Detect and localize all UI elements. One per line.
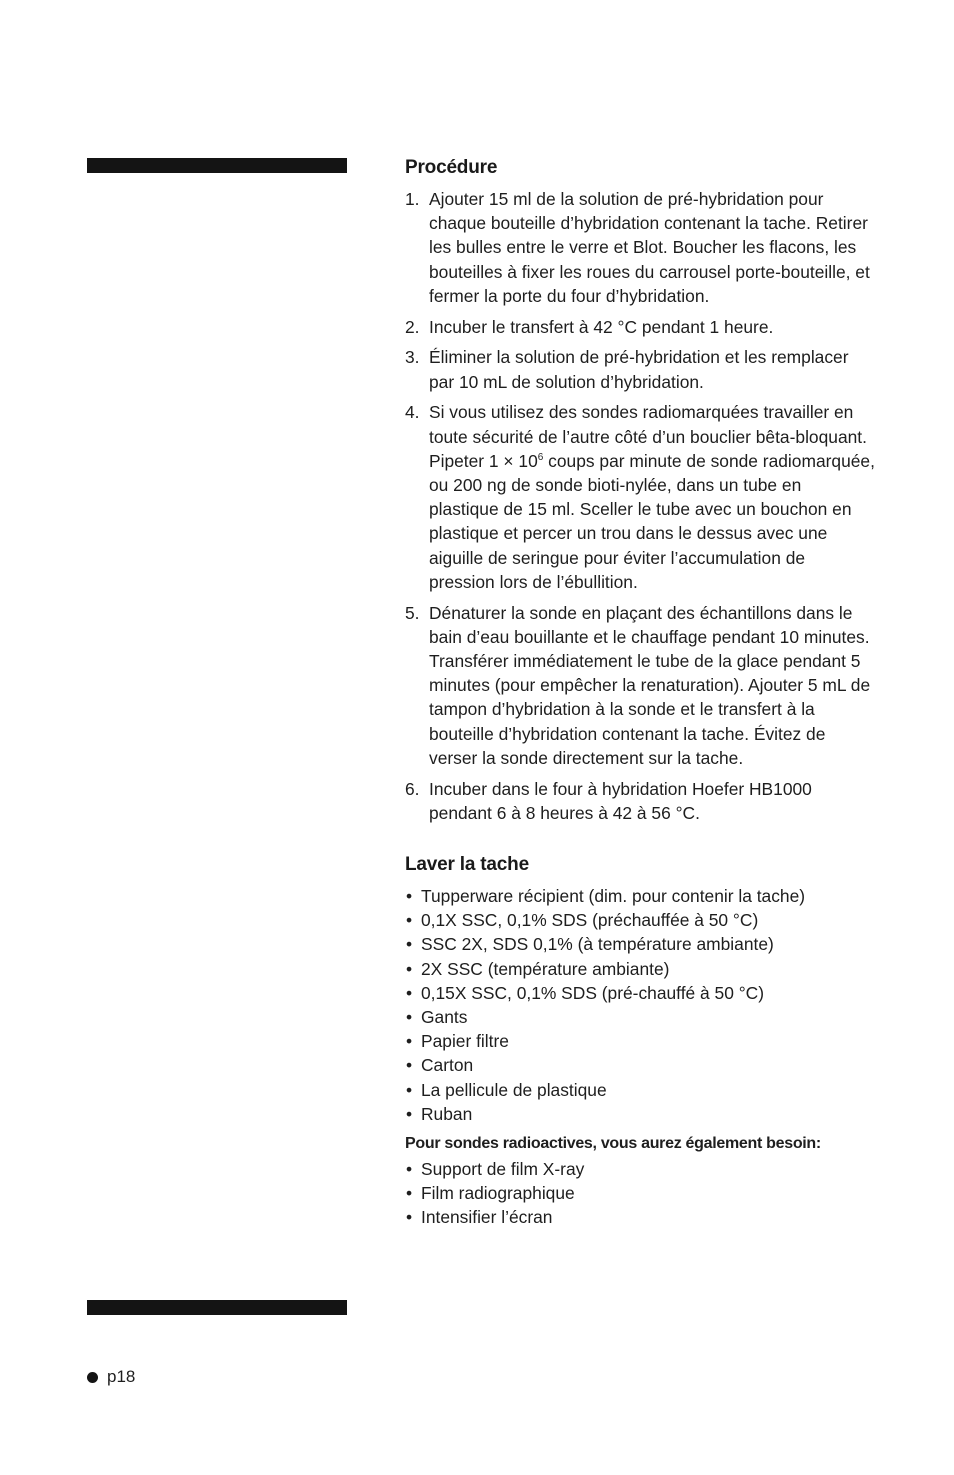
step-text: Éliminer la solution de pré-hybridation et les remplacer par 10 mL de solution d’hybridation. [429, 347, 849, 392]
procedure-steps [405, 187, 875, 825]
list-item: • Gants [405, 1005, 875, 1029]
procedure-step [405, 601, 875, 770]
step-text-start: Si vous utilisez des sondes radiomarquées travailler en toute sécurité de l’autre côté d’un bouclier bêta-bloquant. Pipeter 1 × 10 [429, 402, 867, 471]
procedure-heading: Procédure [405, 157, 498, 178]
step-number: 2. [405, 316, 420, 337]
procedure-step [405, 345, 875, 393]
superscript-exponent: 6 [537, 451, 544, 463]
bullet-dot-icon [87, 1372, 98, 1383]
list-item: • 0,15X SSC, 0,1% SDS (pré-chauffé à 50 °C) [405, 981, 875, 1005]
wash-materials-list [405, 884, 875, 1126]
step-text-end: coups par minute de sonde radiomarquée, ou 200 ng de sonde bioti-nylée, dans un tube en plastique de 15 ml. Sceller le tube avec un bouchon en plastique et percer un trou dans le dessus avec une aiguille de seringue pour éviter l’accumulation de pression lors de l’ébullition. [429, 450, 875, 592]
list-item: • Film radiographique [405, 1181, 875, 1205]
list-item: • Tupperware récipient (dim. pour contenir la tache) [405, 884, 875, 908]
list-item: • SSC 2X, SDS 0,1% (à température ambiante) [405, 932, 875, 956]
list-item: • Carton [405, 1053, 875, 1077]
wash-heading: Laver la tache [405, 854, 529, 876]
list-item: • La pellicule de plastique [405, 1078, 875, 1102]
section-rule-bottom [87, 1300, 347, 1315]
step-number: 3. [405, 347, 420, 368]
page-footer [87, 1366, 135, 1388]
procedure-step [405, 315, 875, 339]
step-text: Incuber le transfert à 42 °C pendant 1 heure. [429, 316, 774, 337]
step-text: Ajouter 15 ml de la solution de pré-hybridation pour chaque bouteille d’hybridation contenant la tache. Retirer les bulles entre le verre et Blot. Boucher les flacons, les bouteilles à fixer les roues du carrousel porte-bouteille, et fermer la porte du four d’hybridation. [429, 189, 870, 306]
list-item: • Support de film X-ray [405, 1157, 875, 1181]
step-number: 6. [405, 778, 420, 799]
list-item: • 0,1X SSC, 0,1% SDS (préchauffée à 50 °C) [405, 908, 875, 932]
step-number: 5. [405, 602, 420, 623]
main-content [405, 155, 875, 1230]
radioactive-materials-list [405, 1157, 875, 1230]
step-number: 1. [405, 189, 420, 209]
list-item: • 2X SSC (température ambiante) [405, 957, 875, 981]
list-item: • Ruban [405, 1102, 875, 1126]
step-text: Dénaturer la sonde en plaçant des échantillons dans le bain d’eau bouillante et le chauffage pendant 10 minutes. Transférer immédiatement le tube de la glace pendant 5 minutes (pour empêcher la renaturation). Ajouter 5 mL de tampon d’hybridation à la sonde et le transfert à la bouteille d’hybridation contenant la tache. Évitez de verser la sonde directement sur la tache. [429, 602, 871, 768]
section-rule-top [87, 158, 347, 173]
page-number: p18 [107, 1367, 136, 1386]
step-number: 4. [405, 402, 420, 423]
procedure-step [405, 400, 875, 594]
step-text: Incuber dans le four à hybridation Hoefer HB1000 pendant 6 à 8 heures à 42 à 56 °C. [429, 778, 812, 823]
procedure-step [405, 187, 875, 308]
list-item: • Papier filtre [405, 1029, 875, 1053]
list-item: • Intensifier l’écran [405, 1205, 875, 1229]
procedure-step [405, 777, 875, 825]
radioactive-probes-subheading: Pour sondes radioactives, vous aurez également besoin: [405, 1135, 821, 1153]
